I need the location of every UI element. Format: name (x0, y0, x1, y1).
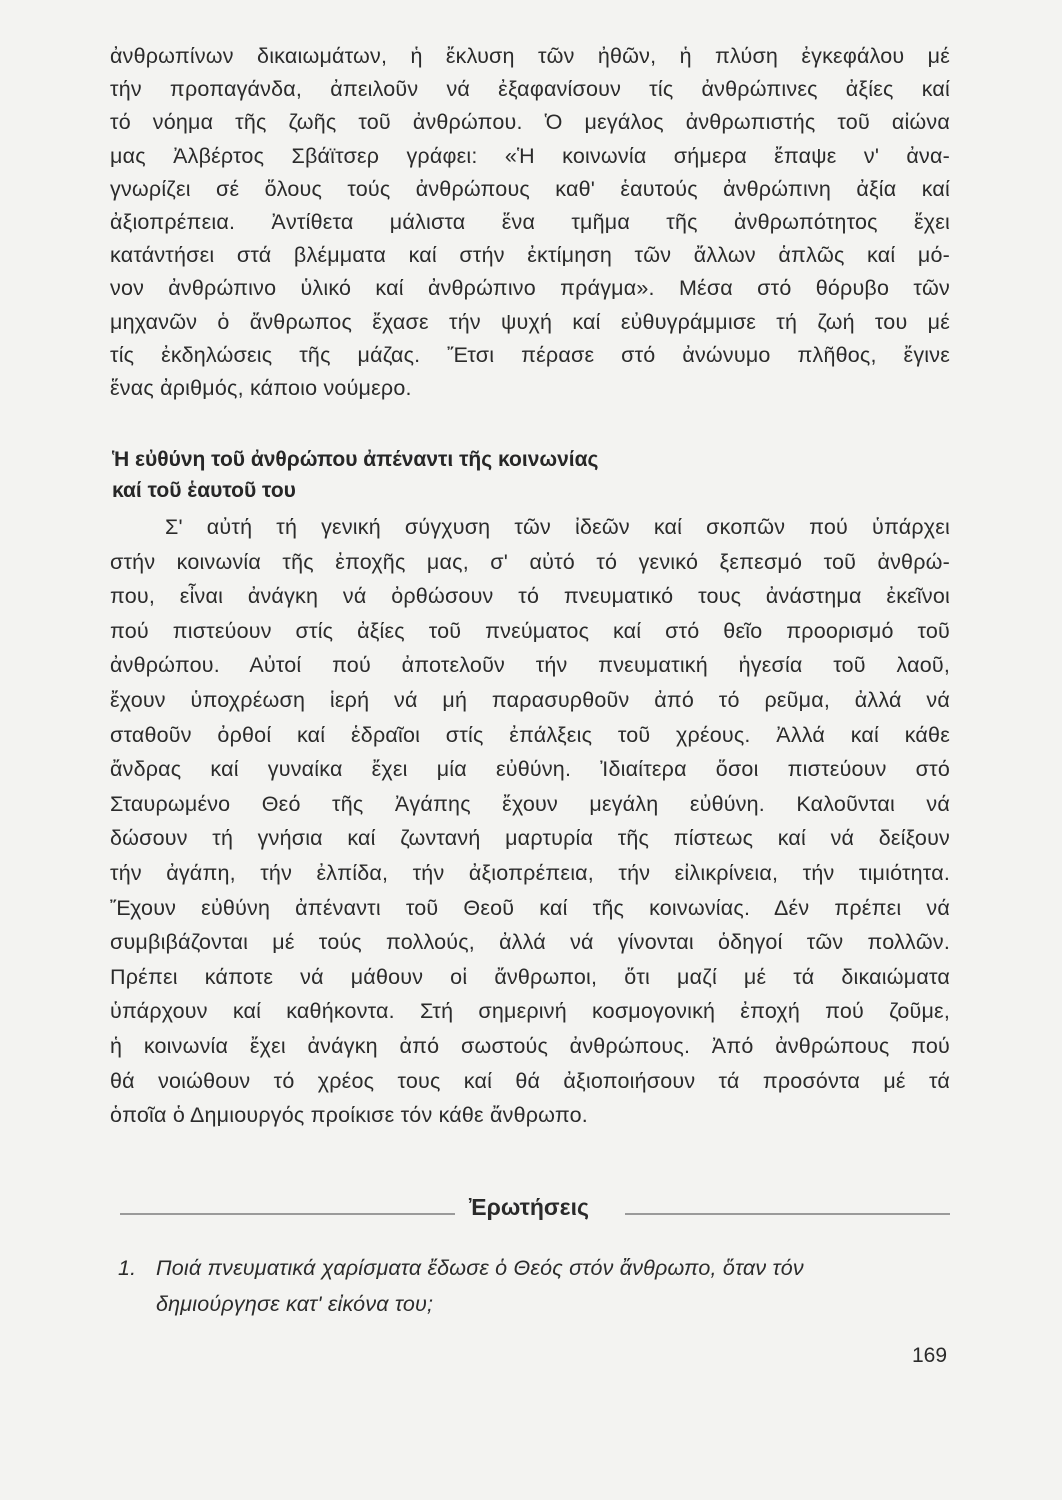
section-heading-line-1: Ἡ εὐθύνη τοῦ ἀνθρώπου ἀπέναντι τῆς κοινωνίας (112, 448, 599, 471)
text-line: ἀνθρώπου. Αὐτοί πού ἀποτελοῦν τήν πνευματική ἡγεσία τοῦ λαοῦ, (110, 653, 950, 678)
page-number: 169 (912, 1344, 948, 1367)
divider-left (120, 1213, 455, 1215)
text-line: ἔχουν ὑποχρέωση ἱερή νά μή παρασυρθοῦν ἀπό τό ρεῦμα, ἀλλά νά (110, 687, 950, 712)
text-line: ὑπάρχουν καί καθήκοντα. Στή σημερινή κοσμογονική ἐποχή πού ζοῦμε, (110, 999, 950, 1024)
text-line: ἀνθρωπίνων δικαιωμάτων, ἡ ἔκλυση τῶν ἠθῶν, ἡ πλύση ἐγκεφάλου μέ (110, 44, 950, 68)
text-line: γνωρίζει σέ ὅλους τούς ἀνθρώπους καθ' ἑαυτούς ἀνθρώπινη ἀξία καί (110, 176, 950, 201)
questions-list (118, 1250, 950, 1322)
text-line: συμβιβάζονται μέ τούς πολλούς, ἀλλά νά γίνονται ὁδηγοί τῶν πολλῶν. (110, 930, 950, 955)
text-line: τίς ἐκδηλώσεις τῆς μάζας. Ἔτσι πέρασε στό ἀνώνυμο πλῆθος, ἔγινε (110, 342, 950, 367)
text-line: τήν ἀγάπη, τήν ἐλπίδα, τήν ἀξιοπρέπεια, τήν εἰλικρίνεια, τήν τιμιότητα. (110, 860, 950, 885)
text-line: Ἔχουν εὐθύνη ἀπέναντι τοῦ Θεοῦ καί τῆς κοινωνίας. Δέν πρέπει νά (110, 895, 950, 920)
text-line: στήν κοινωνία τῆς ἐποχῆς μας, σ' αὐτό τό γενικό ξεπεσμό τοῦ ἀνθρώ- (110, 549, 950, 574)
text-line: σταθοῦν ὀρθοί καί ἑδραῖοι στίς ἐπάλξεις τοῦ χρέους. Ἀλλά καί κάθε (110, 722, 950, 747)
text-line: ἄνδρας καί γυναίκα ἔχει μία εὐθύνη. Ἰδιαίτερα ὅσοι πιστεύουν στό (110, 757, 950, 782)
text-line: ἕνας ἀριθμός, κάποιο νούμερο. (110, 375, 412, 400)
divider-right (625, 1213, 950, 1215)
text-line: νον ἀνθρώπινο ὑλικό καί ἀνθρώπινο πράγμα». Μέσα στό θόρυβο τῶν (110, 276, 950, 301)
text-line: δώσουν τή γνήσια καί ζωντανή μαρτυρία τῆς πίστεως καί νά δείξουν (110, 826, 950, 851)
questions-title: Ἐρωτήσεις (469, 1194, 589, 1220)
question-item (118, 1250, 950, 1322)
text-line: που, εἶναι ἀνάγκη νά ὀρθώσουν τό πνευματικό τους ἀνάστημα ἐκεῖνοι (110, 584, 950, 609)
question-line (118, 1250, 950, 1286)
text-line: ὁποῖα ὁ Δημιουργός προίκισε τόν κάθε ἄνθρωπο. (110, 1103, 588, 1128)
text-line: μας Ἀλβέρτος Σβάϊτσερ γράφει: «Ἡ κοινωνία σήμερα ἔπαψε ν' ἀνα- (110, 143, 950, 168)
questions-header (120, 1192, 950, 1232)
text-line: θά νοιώθουν τό χρέος τους καί θά ἀξιοποιήσουν τά προσόντα μέ τά (110, 1068, 950, 1093)
text-line: ἀξιοπρέπεια. Ἀντίθετα μάλιστα ἕνα τμῆμα τῆς ἀνθρωπότητος ἔχει (110, 209, 950, 234)
paragraph-2 (110, 510, 950, 1133)
section-heading-line-2: καί τοῦ ἑαυτοῦ του (112, 479, 296, 502)
text-line: πού πιστεύουν στίς ἀξίες τοῦ πνεύματος καί στό θεῖο προορισμό τοῦ (110, 618, 950, 643)
text-line: τό νόημα τῆς ζωῆς τοῦ ἀνθρώπου. Ὁ μεγάλος ἀνθρωπιστής τοῦ αἰώνα (110, 110, 950, 135)
paragraph-1 (110, 40, 950, 405)
text-line: Σταυρωμένο Θεό τῆς Ἀγάπης ἔχουν μεγάλη εὐθύνη. Καλοῦνται νά (110, 791, 950, 816)
question-line (118, 1286, 950, 1322)
question-number: 1. (118, 1256, 137, 1280)
section-heading (112, 444, 598, 506)
text-line: τήν προπαγάνδα, ἀπειλοῦν νά ἐξαφανίσουν τίς ἀνθρώπινες ἀξίες καί (110, 77, 950, 102)
text-line: Πρέπει κάποτε νά μάθουν οἱ ἄνθρωποι, ὅτι μαζί μέ τά δικαιώματα (110, 964, 950, 989)
text-line: ἡ κοινωνία ἔχει ἀνάγκη ἀπό σωστούς ἀνθρώπους. Ἀπό ἀνθρώπους πού (110, 1033, 950, 1058)
question-text: δημιούργησε κατ' εἰκόνα του; (156, 1292, 434, 1316)
text-line: κατάντήσει στά βλέμματα καί στήν ἐκτίμηση τῶν ἄλλων ἁπλῶς καί μό- (110, 243, 950, 268)
text-line: μηχανῶν ὁ ἄνθρωπος ἔχασε τήν ψυχή καί εὐθυγράμμισε τή ζωή του μέ (110, 309, 950, 334)
question-text: Ποιά πνευματικά χαρίσματα ἔδωσε ὁ Θεός στόν ἄνθρωπο, ὅταν τόν (156, 1256, 804, 1280)
text-line: Σ' αὐτή τή γενική σύγχυση τῶν ἰδεῶν καί σκοπῶν πού ὑπάρχει (165, 515, 950, 539)
